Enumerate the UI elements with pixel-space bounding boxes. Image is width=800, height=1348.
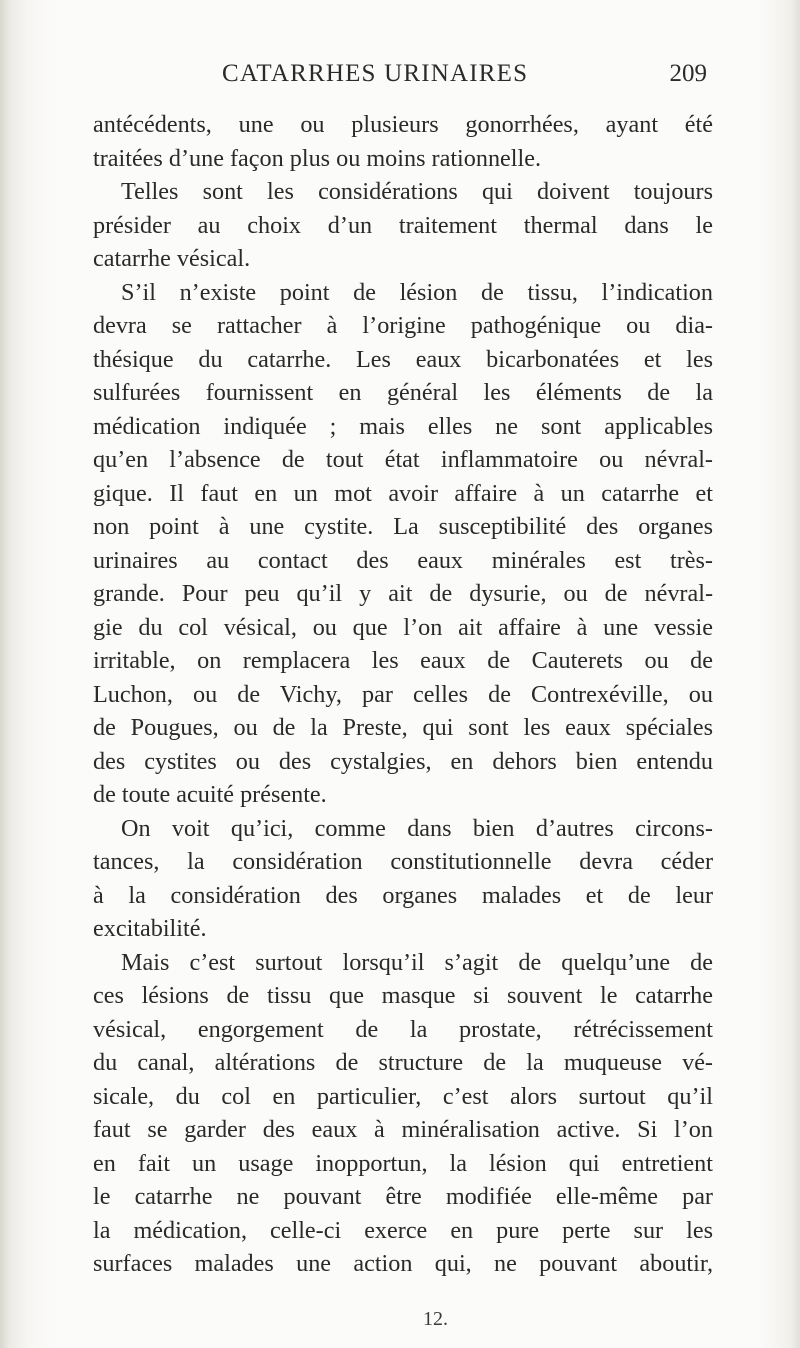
text-line: gie du col vésical, ou que l’on ait affaire à une vessie (93, 613, 713, 641)
text-line: urinaires au contact des eaux minérales est très- (93, 546, 713, 574)
text-line: médication indiquée ; mais elles ne sont applicables (93, 412, 713, 440)
text-line: grande. Pour peu qu’il y ait de dysurie, ou de névral- (93, 580, 713, 607)
signature-mark: 12. (423, 1308, 448, 1330)
text-line: traitées d’une façon plus ou moins rationnelle. (93, 144, 542, 172)
text-line: antécédents, une ou plusieurs gonorrhées, ayant été (93, 111, 713, 138)
text-line: Mais c’est surtout lorsqu’il s’agit de quelqu’une de (121, 948, 713, 976)
text-line: catarrhe vésical. (93, 245, 251, 272)
text-line: tances, la considération constitutionnelle devra céder (93, 848, 713, 875)
text-line: de toute acuité présente. (93, 781, 327, 808)
text-line: en fait un usage inopportun, la lésion qui entretient (93, 1149, 713, 1177)
text-line: non point à une cystite. La susceptibilité des organes (93, 513, 713, 540)
text-line: surfaces malades une action qui, ne pouvant aboutir, (93, 1250, 713, 1277)
text-line: Luchon, ou de Vichy, par celles de Contrexéville, ou (93, 680, 713, 708)
text-line: qu’en l’absence de tout état inflammatoire ou névral- (93, 446, 713, 473)
text-line: gique. Il faut en un mot avoir affaire à un catarrhe et (93, 479, 713, 507)
text-line: le catarrhe ne pouvant être modifiée elle-même par (93, 1183, 713, 1210)
text-line: devra se rattacher à l’origine pathogénique ou dia- (93, 312, 713, 339)
text-line: présider au choix d’un traitement thermal dans le (93, 211, 713, 239)
body-text (93, 108, 713, 1281)
text-line: ces lésions de tissu que masque si souvent le catarrhe (93, 982, 713, 1009)
running-title: CATARRHES URINAIRES (222, 60, 529, 87)
text-line: irritable, on remplacera les eaux de Cauterets ou de (93, 647, 713, 674)
text-line: excitabilité. (93, 915, 207, 942)
page-number: 209 (669, 60, 707, 87)
text-line: S’il n’existe point de lésion de tissu, l’indication (121, 278, 713, 306)
text-line: vésical, engorgement de la prostate, rétrécissement (93, 1015, 713, 1043)
text-line: à la considération des organes malades et de leur (93, 881, 713, 909)
text-line: de Pougues, ou de la Preste, qui sont les eaux spéciales (93, 714, 713, 741)
text-line: des cystites ou des cystalgies, en dehors bien entendu (93, 747, 713, 775)
text-line: la médication, celle-ci exerce en pure perte sur les (93, 1216, 713, 1244)
text-line: sulfurées fournissent en général les éléments de la (93, 379, 713, 406)
text-line: On voit qu’ici, comme dans bien d’autres circons- (121, 814, 713, 842)
text-line: thésique du catarrhe. Les eaux bicarbonatées et les (93, 345, 713, 373)
text-line: faut se garder des eaux à minéralisation active. Si l’on (93, 1116, 713, 1143)
text-line: Telles sont les considérations qui doivent toujours (121, 178, 713, 205)
text-line: du canal, altérations de structure de la muqueuse vé- (93, 1049, 713, 1076)
page-header (90, 60, 710, 100)
text-line: sicale, du col en particulier, c’est alors surtout qu’il (93, 1082, 713, 1110)
